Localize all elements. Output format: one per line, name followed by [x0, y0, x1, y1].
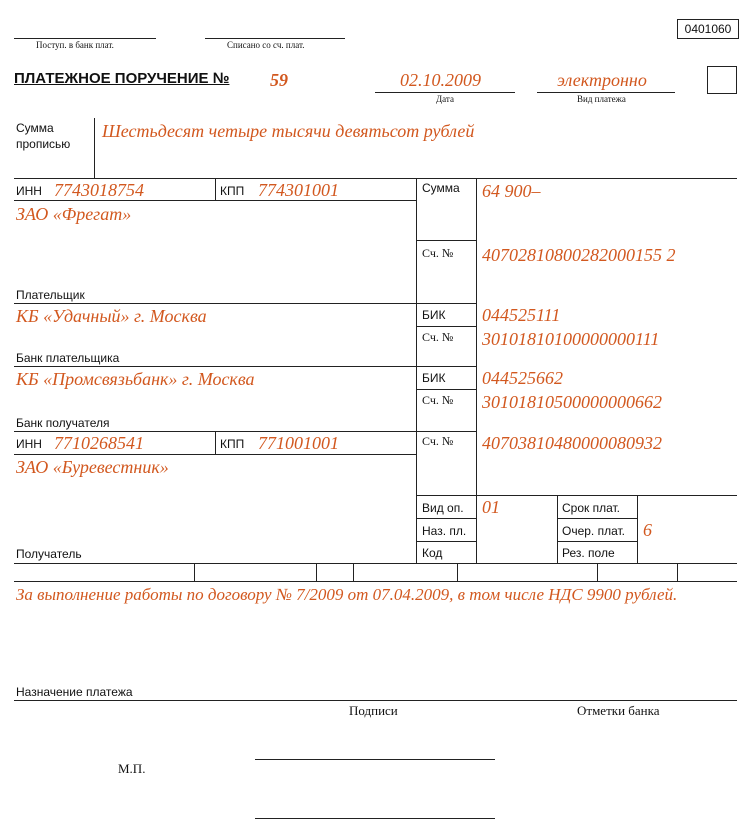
grid-line [215, 431, 216, 454]
sum-value: 64 900– [482, 181, 541, 201]
recipient-name: ЗАО «Буревестник» [16, 457, 169, 477]
recipient-inn: 7710268541 [54, 433, 144, 453]
recipient-inn-label: ИНН [16, 437, 42, 451]
grid-line [557, 495, 558, 563]
grid-line [637, 495, 638, 563]
bank-received-label: Поступ. в банк плат. [36, 40, 114, 50]
purpose-label: Назначение платежа [16, 685, 133, 699]
vid-op: 01 [482, 497, 500, 517]
grid-line [194, 563, 195, 581]
grid-line [14, 303, 476, 304]
grid-line [557, 541, 637, 542]
date-line [375, 92, 515, 93]
payer-account: 40702810800282000155 2 [482, 245, 676, 265]
amount-words-divider [94, 118, 95, 178]
debited-label: Списано со сч. плат. [227, 40, 305, 50]
grid-line [14, 431, 476, 432]
grid-line [597, 563, 598, 581]
recipient-kpp-label: КПП [220, 437, 245, 451]
recipient-account-label: Сч. № [422, 434, 454, 448]
bank-received-line [14, 38, 156, 39]
payer-bank-account: 30101810100000000111 [482, 329, 660, 349]
signature-line-1 [255, 759, 495, 760]
payment-type-label: Вид платежа [577, 94, 626, 104]
debited-line [205, 38, 345, 39]
grid-line [476, 178, 477, 563]
payer-bank-name: КБ «Удачный» г. Москва [16, 306, 207, 326]
payer-kpp: 774301001 [258, 180, 339, 200]
signature-line-2 [255, 818, 495, 819]
grid-line [14, 563, 737, 564]
grid-line [215, 178, 216, 200]
recipient-bank-name: КБ «Промсвязьбанк» г. Москва [16, 369, 255, 389]
grid-line [416, 541, 476, 542]
naz-pl-label: Наз. пл. [422, 524, 467, 538]
payer-bank-account-label: Сч. № [422, 330, 454, 344]
payer-account-label: Сч. № [422, 246, 454, 260]
ocher-label: Очер. плат. [562, 524, 626, 538]
grid-line [353, 563, 354, 581]
ocher-value: 6 [643, 520, 652, 540]
grid-line [14, 700, 737, 701]
status-box [707, 66, 737, 94]
payer-inn: 7743018754 [54, 180, 144, 200]
grid-line [677, 563, 678, 581]
amount-words-value: Шестьдесят четыре тысячи девятьсот рублей [102, 121, 475, 141]
stamp-label: М.П. [118, 761, 146, 776]
grid-line [416, 326, 476, 327]
form-code: 0401060 [677, 19, 739, 39]
grid-line [316, 563, 317, 581]
grid-line [416, 389, 476, 390]
grid-line [557, 518, 637, 519]
recipient-bik: 044525662 [482, 368, 563, 388]
payer-bank-label: Банк плательщика [16, 351, 120, 365]
recipient-bik-label: БИК [422, 371, 446, 385]
grid-line [457, 563, 458, 581]
grid-line [14, 581, 737, 582]
grid-line [14, 454, 416, 455]
kod-label: Код [422, 546, 443, 560]
order-date: 02.10.2009 [400, 70, 481, 90]
vid-op-label: Вид оп. [422, 501, 464, 515]
amount-words-label-2: прописью [16, 137, 71, 151]
grid-line [416, 240, 476, 241]
payer-label: Плательщик [16, 288, 85, 302]
purpose-text: За выполнение работы по договору № 7/2009 от 07.04.2009, в том числе НДС 9900 рублей. [16, 585, 678, 604]
payer-name: ЗАО «Фрегат» [16, 204, 132, 224]
recipient-bank-label: Банк получателя [16, 416, 110, 430]
sum-label: Сумма [422, 181, 460, 195]
recipient-kpp: 771001001 [258, 433, 339, 453]
payment-type: электронно [557, 70, 647, 90]
recipient-bank-account: 30101810500000000662 [482, 392, 662, 412]
form-title: ПЛАТЕЖНОЕ ПОРУЧЕНИЕ № [14, 70, 230, 87]
grid-line [416, 495, 737, 496]
grid-line [416, 518, 476, 519]
payer-inn-label: ИНН [16, 184, 42, 198]
payer-kpp-label: КПП [220, 184, 245, 198]
date-label: Дата [436, 94, 454, 104]
recipient-label: Получатель [16, 547, 82, 561]
payer-bik: 044525111 [482, 305, 561, 325]
rez-label: Рез. поле [562, 546, 615, 560]
srok-label: Срок плат. [562, 501, 621, 515]
payer-bik-label: БИК [422, 308, 446, 322]
grid-line [416, 178, 417, 563]
recipient-account: 40703810480000080932 [482, 433, 662, 453]
payment-type-line [537, 92, 675, 93]
grid-line [14, 366, 476, 367]
recipient-bank-account-label: Сч. № [422, 393, 454, 407]
signatures-label: Подписи [349, 703, 398, 718]
grid-line [14, 178, 737, 179]
amount-words-label-1: Сумма [16, 121, 54, 135]
order-number: 59 [270, 70, 288, 90]
bank-marks-label: Отметки банка [577, 703, 660, 718]
